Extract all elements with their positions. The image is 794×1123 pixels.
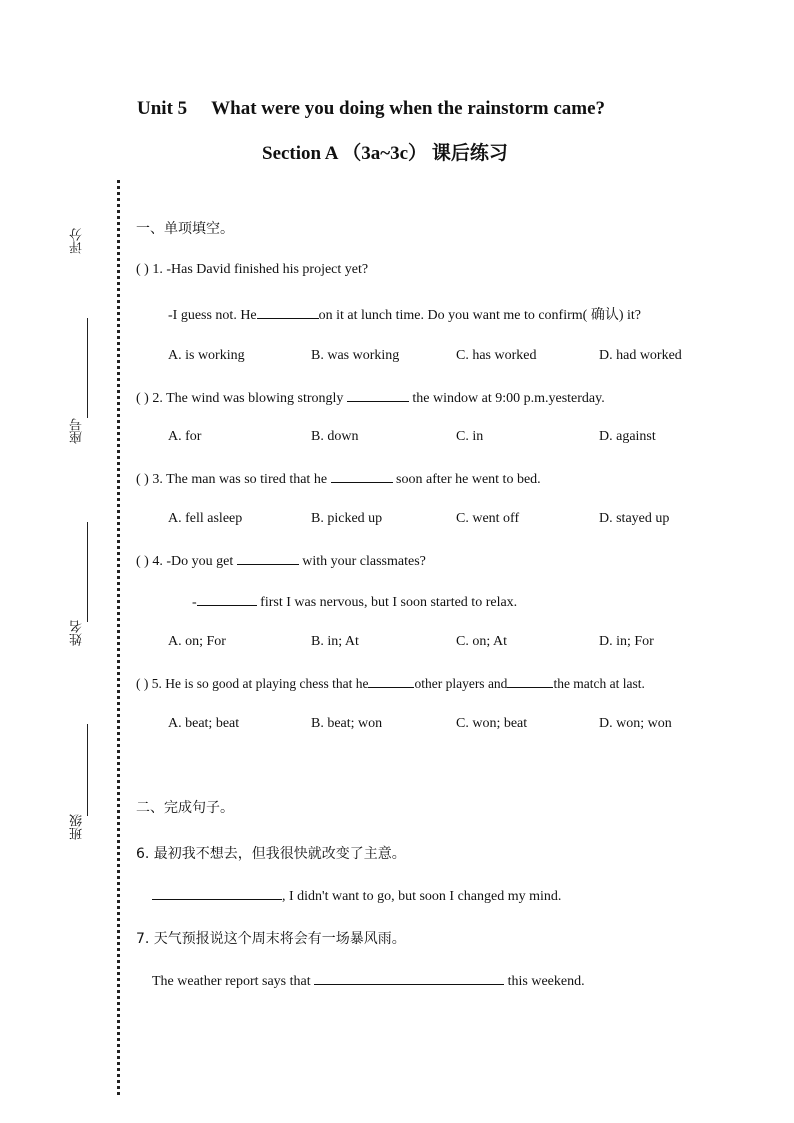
option-a: A. fell asleep bbox=[168, 511, 243, 526]
answer-blank[interactable] bbox=[347, 389, 409, 402]
seat-field-line[interactable] bbox=[87, 318, 88, 418]
section-title bbox=[262, 138, 508, 165]
unit-title bbox=[137, 98, 605, 120]
option-a: A. on; For bbox=[168, 634, 226, 649]
answer-blank[interactable] bbox=[368, 675, 414, 688]
question-7-answer: The weather report says that this weekend. bbox=[152, 974, 585, 989]
answer-paren[interactable]: ( ) bbox=[136, 391, 149, 406]
answer-paren[interactable]: ( ) bbox=[136, 676, 149, 691]
answer-paren[interactable]: ( ) bbox=[136, 262, 149, 277]
question-6-prompt: 6. 最初我不想去，但我很快就改变了主意。 bbox=[136, 846, 406, 862]
question-1-line2: -I guess not. He on it at lunch time. Do you want me to confirm( 确认) it? bbox=[168, 308, 641, 323]
answer-blank[interactable] bbox=[314, 972, 504, 985]
option-d: D. stayed up bbox=[599, 511, 670, 526]
option-d: D. won; won bbox=[599, 716, 672, 731]
option-d: D. had worked bbox=[599, 348, 682, 363]
option-c: C. has worked bbox=[456, 348, 537, 363]
answer-blank[interactable] bbox=[197, 593, 257, 606]
question-6-answer: , I didn't want to go, but soon I changed my mind. bbox=[152, 887, 561, 905]
section-range: （3a~3c） bbox=[342, 143, 428, 164]
option-a: A. beat; beat bbox=[168, 716, 240, 731]
unit-number: Unit 5 bbox=[137, 98, 188, 119]
section-practice: 课后练习 bbox=[431, 142, 508, 164]
name-field-line[interactable] bbox=[87, 522, 88, 622]
answer-blank[interactable] bbox=[257, 306, 319, 319]
option-c: C. on; At bbox=[456, 634, 507, 649]
option-a: A. for bbox=[168, 429, 202, 444]
section-name: Section A bbox=[262, 143, 338, 164]
option-b: B. down bbox=[311, 429, 359, 444]
answer-blank[interactable] bbox=[152, 887, 282, 900]
answer-blank[interactable] bbox=[331, 470, 393, 483]
question-5: ( ) 5. He is so good at playing chess that he other players and the match at last. bbox=[136, 676, 645, 691]
option-d: D. in; For bbox=[599, 634, 654, 649]
option-b: B. was working bbox=[311, 348, 400, 363]
option-c: C. won; beat bbox=[456, 716, 528, 731]
question-4-line2: - first I was nervous, but I soon started to relax. bbox=[192, 595, 518, 610]
question-1: ( ) 1. -Has David finished his project yet? bbox=[136, 262, 369, 277]
class-field-line[interactable] bbox=[87, 724, 88, 816]
option-d: D. against bbox=[599, 429, 656, 444]
part1-heading: 一、单项填空。 bbox=[136, 221, 234, 237]
option-c: C. went off bbox=[456, 511, 520, 526]
answer-blank[interactable] bbox=[237, 552, 299, 565]
binding-dotted-line bbox=[117, 180, 120, 1095]
score-label: 评分 bbox=[70, 228, 85, 254]
question-2: ( ) 2. The wind was blowing strongly the window at 9:00 p.m.yesterday. bbox=[136, 391, 605, 406]
part2-heading: 二、完成句子。 bbox=[136, 800, 234, 816]
option-b: B. in; At bbox=[311, 634, 359, 649]
unit-question: What were you doing when the rainstorm came? bbox=[211, 98, 606, 119]
answer-paren[interactable]: ( ) bbox=[136, 472, 149, 487]
question-7-prompt: 7. 天气预报说这个周末将会有一场暴风雨。 bbox=[136, 931, 406, 947]
question-4: ( ) 4. -Do you get with your classmates? bbox=[136, 554, 426, 569]
option-a: A. is working bbox=[168, 348, 245, 363]
answer-blank[interactable] bbox=[507, 675, 553, 688]
answer-paren[interactable]: ( ) bbox=[136, 554, 149, 569]
name-label: 姓名 bbox=[70, 620, 85, 646]
question-3: ( ) 3. The man was so tired that he soon after he went to bed. bbox=[136, 472, 541, 487]
option-b: B. beat; won bbox=[311, 716, 383, 731]
option-c: C. in bbox=[456, 429, 484, 444]
seat-label: 座号 bbox=[70, 418, 85, 444]
option-b: B. picked up bbox=[311, 511, 383, 526]
class-label: 班级 bbox=[70, 814, 85, 840]
